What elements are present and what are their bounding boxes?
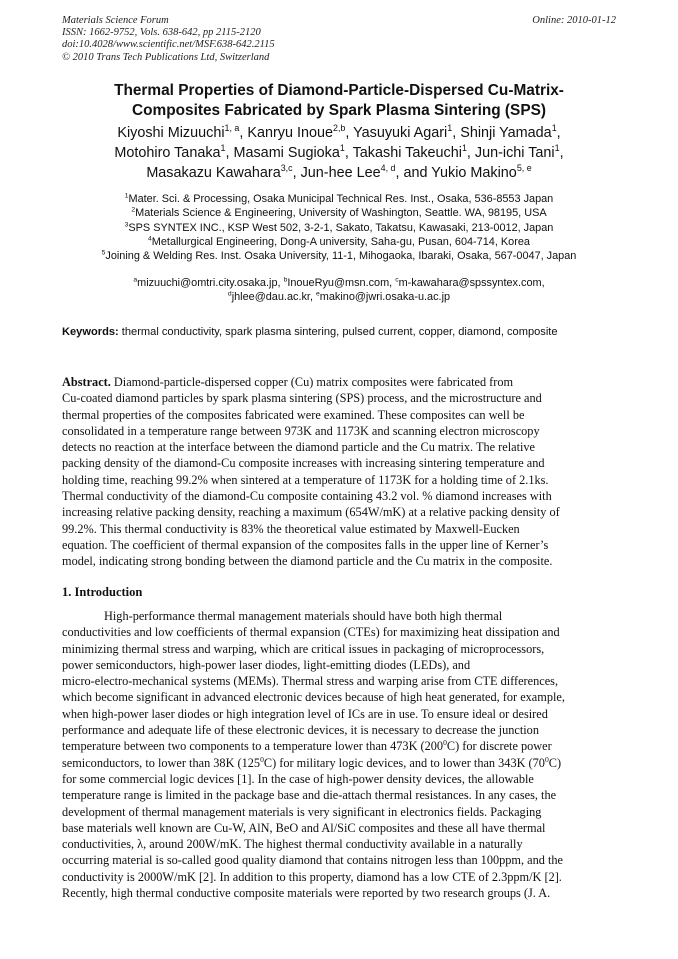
degree-mark: 0 xyxy=(544,754,549,764)
abstract-line: detects no reaction at the interface between the diamond particle and the Cu matrix. The relative xyxy=(62,440,536,455)
intro-text: C) for military logic devices, and to lower than 343K (70 xyxy=(263,755,545,770)
intro-line: conductivities and low coefficients of thermal expansion (CTEs) for maximizing heat dissipation and xyxy=(62,625,560,640)
intro-text: temperature between two components to a temperature lower than 473K (200 xyxy=(62,739,444,754)
email-mark: c xyxy=(395,276,399,284)
affiliation-mark: 5 xyxy=(101,249,106,257)
section-heading-introduction: 1. Introduction xyxy=(62,585,143,599)
author-line xyxy=(60,164,618,184)
author-name: Motohiro Tanaka xyxy=(114,144,221,161)
author-affil-mark: 1 xyxy=(554,143,560,153)
abstract-line: equation. The coefficient of thermal expansion of the composites falls in the upper line of Kerner’s xyxy=(62,537,549,552)
author-name: Kanryu Inoue xyxy=(247,125,333,141)
abstract-line: Cu-coated diamond particles by spark plasma sintering (SPS) process, and the microstructure and xyxy=(62,391,542,406)
journal-metadata xyxy=(62,15,275,64)
author-name: Yukio Makino xyxy=(431,164,517,181)
author-separator: , xyxy=(225,144,234,161)
author-affil-mark: 2,b xyxy=(332,123,346,134)
abstract-line: Thermal conductivity of the diamond-Cu composite containing 43.2 vol. % diamond increases with xyxy=(62,489,552,504)
author-affil-mark: 1 xyxy=(551,123,557,134)
abstract-line-text: Diamond-particle-dispersed copper (Cu) matrix composites were fabricated from xyxy=(110,375,514,389)
author-name: Masami Sugioka xyxy=(233,144,340,161)
abstract-line: packing density of the diamond-Cu composite increases with increasing sintering temperature and xyxy=(62,456,545,471)
intro-text: C) for discrete power xyxy=(446,739,552,754)
doi-line: doi:10.4028/www.scientific.net/MSF.638-642.2115 xyxy=(62,39,275,51)
affiliation-text: Materials Science & Engineering, University of Washington, Seattle. WA, 98195, USA xyxy=(135,207,547,220)
intro-line: performance and adequate life of these electronic devices, it is necessary to decrease the junction xyxy=(62,723,539,738)
affiliation-text: SPS SYNTEX INC., KSP West 502, 3-2-1, Sakato, Takatsu, Kawasaki, 213-0012, Japan xyxy=(128,221,554,234)
email-mark: d xyxy=(227,290,232,298)
author-separator: , xyxy=(292,164,301,181)
author-name: Jun-hee Lee xyxy=(300,164,381,181)
author-separator: , xyxy=(556,125,561,141)
email-mark: a xyxy=(133,276,138,284)
intro-line: micro-electro-mechanical systems (MEMs). Thermal stress and warping arise from CTE differences, xyxy=(62,674,559,689)
email-list xyxy=(40,276,638,305)
author-name: Shinji Yamada xyxy=(460,125,552,141)
email-address: m-kawahara@spssyntex.com, xyxy=(398,277,545,289)
intro-line xyxy=(62,738,618,754)
abstract-line xyxy=(62,374,618,390)
intro-line: development of thermal management materials is very significant in electronics fields. Packaging xyxy=(62,804,542,819)
keywords-label: Keywords: xyxy=(62,326,119,338)
abstract-paragraph xyxy=(62,374,618,570)
intro-line: for some commercial logic devices [1]. In the case of high-power density devices, the allowable xyxy=(62,771,534,786)
title-line-2: Composites Fabricated by Spark Plasma Sintering (SPS) xyxy=(132,101,546,119)
intro-line: Recently, high thermal conductive composite materials were reported by two research groups (J. A. xyxy=(62,886,551,901)
author-line xyxy=(60,124,618,144)
intro-line: power semiconductors, high-power laser diodes, light-emitting diodes (LEDs), and xyxy=(62,657,471,672)
abstract-line: thermal properties of the composites fabricated were examined. These composites can well be xyxy=(62,407,525,422)
intro-text: C) xyxy=(548,755,562,770)
copyright-line: © 2010 Trans Tech Publications Ltd, Switzerland xyxy=(62,51,270,63)
affiliation xyxy=(40,192,638,206)
intro-line: conductivities, λ, around 200W/mK. The highest thermal conductivity available in a naturally xyxy=(62,837,523,852)
intro-line: when high-power laser diodes or high integration level of ICs are in use. To ensure ideal or desired xyxy=(62,706,548,721)
author-affil-mark: 1 xyxy=(447,123,453,134)
author-name: Takashi Takeuchi xyxy=(352,144,462,161)
affiliation-list xyxy=(40,192,638,263)
abstract-line: model, indicating strong bonding between the diamond particle and the Cu matrix in the composite. xyxy=(62,554,553,569)
affiliation-mark: 3 xyxy=(124,220,129,228)
affiliation xyxy=(40,249,638,263)
email-address: jhlee@dau.ac.kr, xyxy=(231,291,316,304)
author-separator: , xyxy=(239,125,248,141)
email-address: makino@jwri.osaka-u.ac.jp xyxy=(319,291,451,304)
author-separator: , xyxy=(466,144,475,161)
abstract-line: 99.2%. This thermal conductivity is 83% the theoretical value estimated by Maxwell-Eucken xyxy=(62,521,520,536)
author-affil-mark: 1 xyxy=(461,143,467,153)
author-affil-mark: 1 xyxy=(220,143,226,153)
email-mark: b xyxy=(283,276,288,284)
author-name: Masakazu Kawahara xyxy=(146,164,281,181)
affiliation xyxy=(40,221,638,235)
paper-title xyxy=(62,81,616,120)
author-list xyxy=(60,124,618,183)
author-separator: , xyxy=(345,125,354,141)
journal-name: Materials Science Forum xyxy=(62,15,169,26)
intro-line: minimizing thermal stress and warping, which are critical issues in packaging of microprocessors, xyxy=(62,641,545,656)
keywords-paragraph xyxy=(62,325,616,339)
degree-mark: 0 xyxy=(443,738,447,748)
intro-line: occurring material is so-called good quality diamond that contains nitrogen less than 100ppm, and the xyxy=(62,853,563,868)
intro-line: conductivity is 2000W/mK [2]. In addition to this property, diamond has a low CTE of 2.3ppm/K [2]. xyxy=(62,869,562,884)
email-line xyxy=(40,290,638,304)
author-name: Kiyoshi Mizuuchi xyxy=(117,125,225,141)
abstract-label: Abstract. xyxy=(62,375,111,389)
affiliation-text: Joining & Welding Res. Inst. Osaka University, 11-1, Mihogaoka, Ibaraki, Osaka, 567-0047, Japan xyxy=(105,250,577,263)
affiliation-text: Metallurgical Engineering, Dong-A university, Saha-gu, Pusan, 604-714, Korea xyxy=(151,235,530,248)
intro-line: High-performance thermal management materials should have both high thermal xyxy=(104,609,503,623)
author-separator: , xyxy=(452,125,461,141)
author-name: Jun-ichi Tani xyxy=(474,144,555,161)
author-separator: , and xyxy=(395,164,432,181)
intro-line: which become significant in advanced electronic devices because of high heat generated, for example, xyxy=(62,690,565,705)
abstract-line: consolidated in a temperature range between 973K and 1173K and scanning electron microscopy xyxy=(62,423,540,438)
email-address: mizuuchi@omtri.city.osaka.jp, xyxy=(137,277,284,289)
affiliation-mark: 2 xyxy=(131,206,136,214)
abstract-line: increasing relative packing density, reaching a maximum (654W/mK) at a relative packing density of xyxy=(62,505,560,520)
author-affil-mark: 3,c xyxy=(280,162,293,173)
intro-line: base materials well known are Cu-W, AlN, BeO and Al/SiC composites and these all have thermal xyxy=(62,820,546,835)
intro-line xyxy=(62,755,618,771)
author-affil-mark: 5, e xyxy=(516,162,532,173)
author-affil-mark: 1 xyxy=(339,143,345,153)
intro-line: temperature range is limited in the package base and die-attach thermal resistances. In any cases, the xyxy=(62,788,557,803)
affiliation-mark: 4 xyxy=(148,235,152,243)
author-separator: , xyxy=(344,144,353,161)
online-date: Online: 2010-01-12 xyxy=(532,15,616,26)
email-mark: e xyxy=(316,290,320,298)
author-separator: , xyxy=(559,144,564,161)
author-line xyxy=(60,144,618,164)
affiliation-mark: 1 xyxy=(124,192,129,200)
email-address: InoueRyu@msn.com, xyxy=(287,277,396,289)
issn-line: ISSN: 1662-9752, Vols. 638-642, pp 2115-2120 xyxy=(62,27,261,39)
affiliation xyxy=(40,235,638,249)
intro-text: semiconductors, to lower than 38K (125 xyxy=(62,755,261,770)
introduction-paragraph xyxy=(62,608,618,901)
abstract-line: holding time, reaching 99.2% when sintered at a temperature of 1173K for a holding time of 2.1ks. xyxy=(62,472,549,487)
degree-mark: 0 xyxy=(260,754,264,764)
affiliation xyxy=(40,206,638,220)
title-line-1: Thermal Properties of Diamond-Particle-Dispersed Cu-Matrix- xyxy=(114,82,564,99)
affiliation-text: Mater. Sci. & Processing, Osaka Municipal Technical Res. Inst., Osaka, 536-8553 Japan xyxy=(128,193,554,205)
author-affil-mark: 4, d xyxy=(380,162,396,173)
keywords-text: thermal conductivity, spark plasma sintering, pulsed current, copper, diamond, composite xyxy=(118,326,558,338)
author-affil-mark: 1, a xyxy=(224,123,240,134)
email-line xyxy=(40,276,638,290)
author-name: Yasuyuki Agari xyxy=(353,125,448,141)
